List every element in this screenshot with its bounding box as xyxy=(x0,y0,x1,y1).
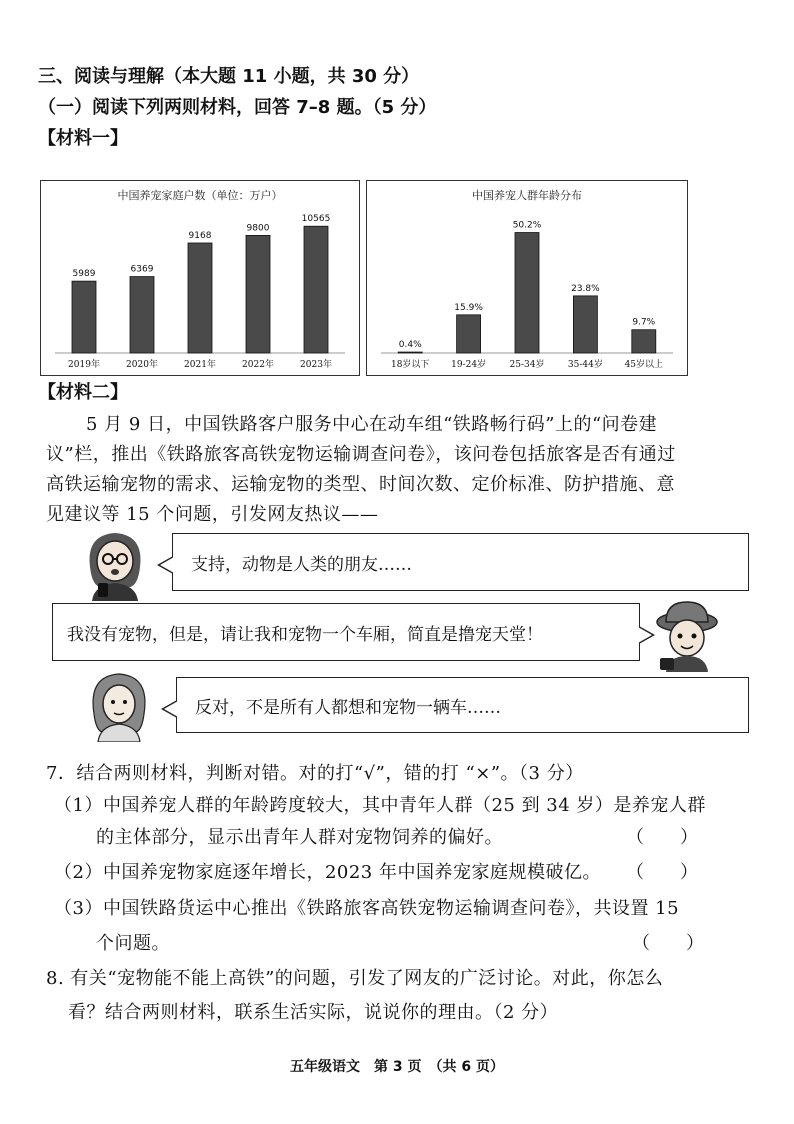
chart-2-bar-4 xyxy=(632,330,656,353)
comment-bubble-pet-car xyxy=(52,603,640,661)
chart-households-svg xyxy=(41,181,359,375)
chart-1-bar-4 xyxy=(304,226,328,353)
chart-1-value-label-2: 9168 xyxy=(188,230,212,241)
section-title: 三、阅读与理解（本大题 11 小题，共 30 分） xyxy=(38,66,420,87)
chart-2-bar-1 xyxy=(457,315,481,353)
material2-line-3: 高铁运输宠物的需求、运输宠物的类型、时间次数、定价标准、防护措施、意 xyxy=(46,474,675,495)
chart-2-value-label-4: 9.7% xyxy=(632,317,656,328)
chart-1-category-label-3: 2022年 xyxy=(242,360,274,370)
chart-1-value-label-3: 9800 xyxy=(246,223,270,234)
chart-1-bar-0 xyxy=(72,281,96,353)
chart-1-value-label-1: 6369 xyxy=(130,264,154,275)
chart-1-category-label-4: 2023年 xyxy=(300,360,332,370)
chart-2-bar-0 xyxy=(398,352,422,353)
material2-line-2: 议”栏，推出《铁路旅客高铁宠物运输调查问卷》，该问卷包括旅客是否有通过 xyxy=(46,444,676,465)
chart-1-category-label-2: 2021年 xyxy=(184,360,216,370)
chart-1-category-label-0: 2019年 xyxy=(68,360,100,370)
chart-1-value-label-0: 5989 xyxy=(72,269,96,280)
chart-1-value-label-4: 10565 xyxy=(301,214,331,225)
q7-3-line2: 个问题。 xyxy=(96,933,170,954)
chart-1-category-label-1: 2020年 xyxy=(126,360,158,370)
chart-1-bar-3 xyxy=(246,235,270,353)
curly-hair-woman-avatar xyxy=(86,670,152,742)
chart-2-category-label-3: 35-44岁 xyxy=(567,360,603,370)
chart-2-category-label-1: 19-24岁 xyxy=(451,360,487,370)
chart-households xyxy=(40,180,360,376)
q8-line2: 看？结合两则材料，联系生活实际，说说你的理由。（2 分） xyxy=(68,1002,559,1023)
q7-1-line1: （1）中国养宠人群的年龄跨度较大，其中青年人群（25 到 34 岁）是养宠人群 xyxy=(54,795,706,816)
chart-1-bar-2 xyxy=(188,243,212,353)
chart-2-category-label-4: 45岁以上 xyxy=(624,360,664,370)
chart-2-category-label-0: 18岁以下 xyxy=(390,360,430,370)
girl-with-hat-avatar xyxy=(652,600,722,672)
comment-bubble-support xyxy=(172,533,749,591)
material2-line-1: 5 月 9 日，中国铁路客户服务中心在动车组“铁路畅行码”上的“问卷建 xyxy=(86,414,658,435)
chart-2-bar-3 xyxy=(573,296,597,353)
chart-2-title: 中国养宠人群年龄分布 xyxy=(472,189,582,202)
chart-age-distribution-svg xyxy=(367,181,687,375)
q7-1-answer-blank[interactable]: （ ） xyxy=(626,827,698,848)
q7-2-text: （2）中国养宠物家庭逐年增长，2023 年中国养宠家庭规模破亿。 xyxy=(54,862,601,883)
q7-3-line1: （3）中国铁路货运中心推出《铁路旅客高铁宠物运输调查问卷》，共设置 15 xyxy=(54,898,680,919)
material1-label: 【材料一】 xyxy=(38,128,128,149)
material2-label: 【材料二】 xyxy=(38,382,128,403)
woman-with-glasses-avatar xyxy=(78,527,152,601)
chart-2-value-label-2: 50.2% xyxy=(512,220,542,231)
chart-1-bar-1 xyxy=(130,277,154,353)
chart-2-bar-2 xyxy=(515,233,539,353)
comment-support-text: 支持，动物是人类的朋友…… xyxy=(191,554,412,575)
comment-bubble-oppose xyxy=(176,677,749,733)
chart-2-value-label-1: 15.9% xyxy=(454,302,483,313)
chart-age-distribution xyxy=(366,180,688,376)
chart-2-value-label-0: 0.4% xyxy=(398,340,422,351)
chart-2-category-label-2: 25-34岁 xyxy=(509,360,545,370)
q7-stem: 7．结合两则材料，判断对错。对的打“√”，错的打 “×”。（3 分） xyxy=(46,763,584,784)
material2-line-4: 见建议等 15 个问题，引发网友热议—— xyxy=(46,504,379,525)
comment-pet-car-text: 我没有宠物，但是，请让我和宠物一个车厢，简直是撸宠天堂！ xyxy=(67,624,543,645)
q7-3-answer-blank[interactable]: （ ） xyxy=(632,933,704,954)
q7-1-line2: 的主体部分，显示出青年人群对宠物饲养的偏好。 xyxy=(96,827,503,848)
q7-2-answer-blank[interactable]: （ ） xyxy=(626,862,698,883)
page-footer: 五年级语文 第 3 页 （共 6 页） xyxy=(290,1059,504,1075)
chart-2-value-label-3: 23.8% xyxy=(571,283,600,294)
comment-oppose-text: 反对，不是所有人都想和宠物一辆车…… xyxy=(195,697,501,718)
q8-line1: 8. 有关“宠物能不能上高铁”的问题，引发了网友的广泛讨论。对此，你怎么 xyxy=(46,968,664,989)
chart-1-title: 中国养宠家庭户数（单位：万户） xyxy=(117,189,283,202)
part-title: （一）阅读下列两则材料，回答 7–8 题。（5 分） xyxy=(38,97,437,118)
